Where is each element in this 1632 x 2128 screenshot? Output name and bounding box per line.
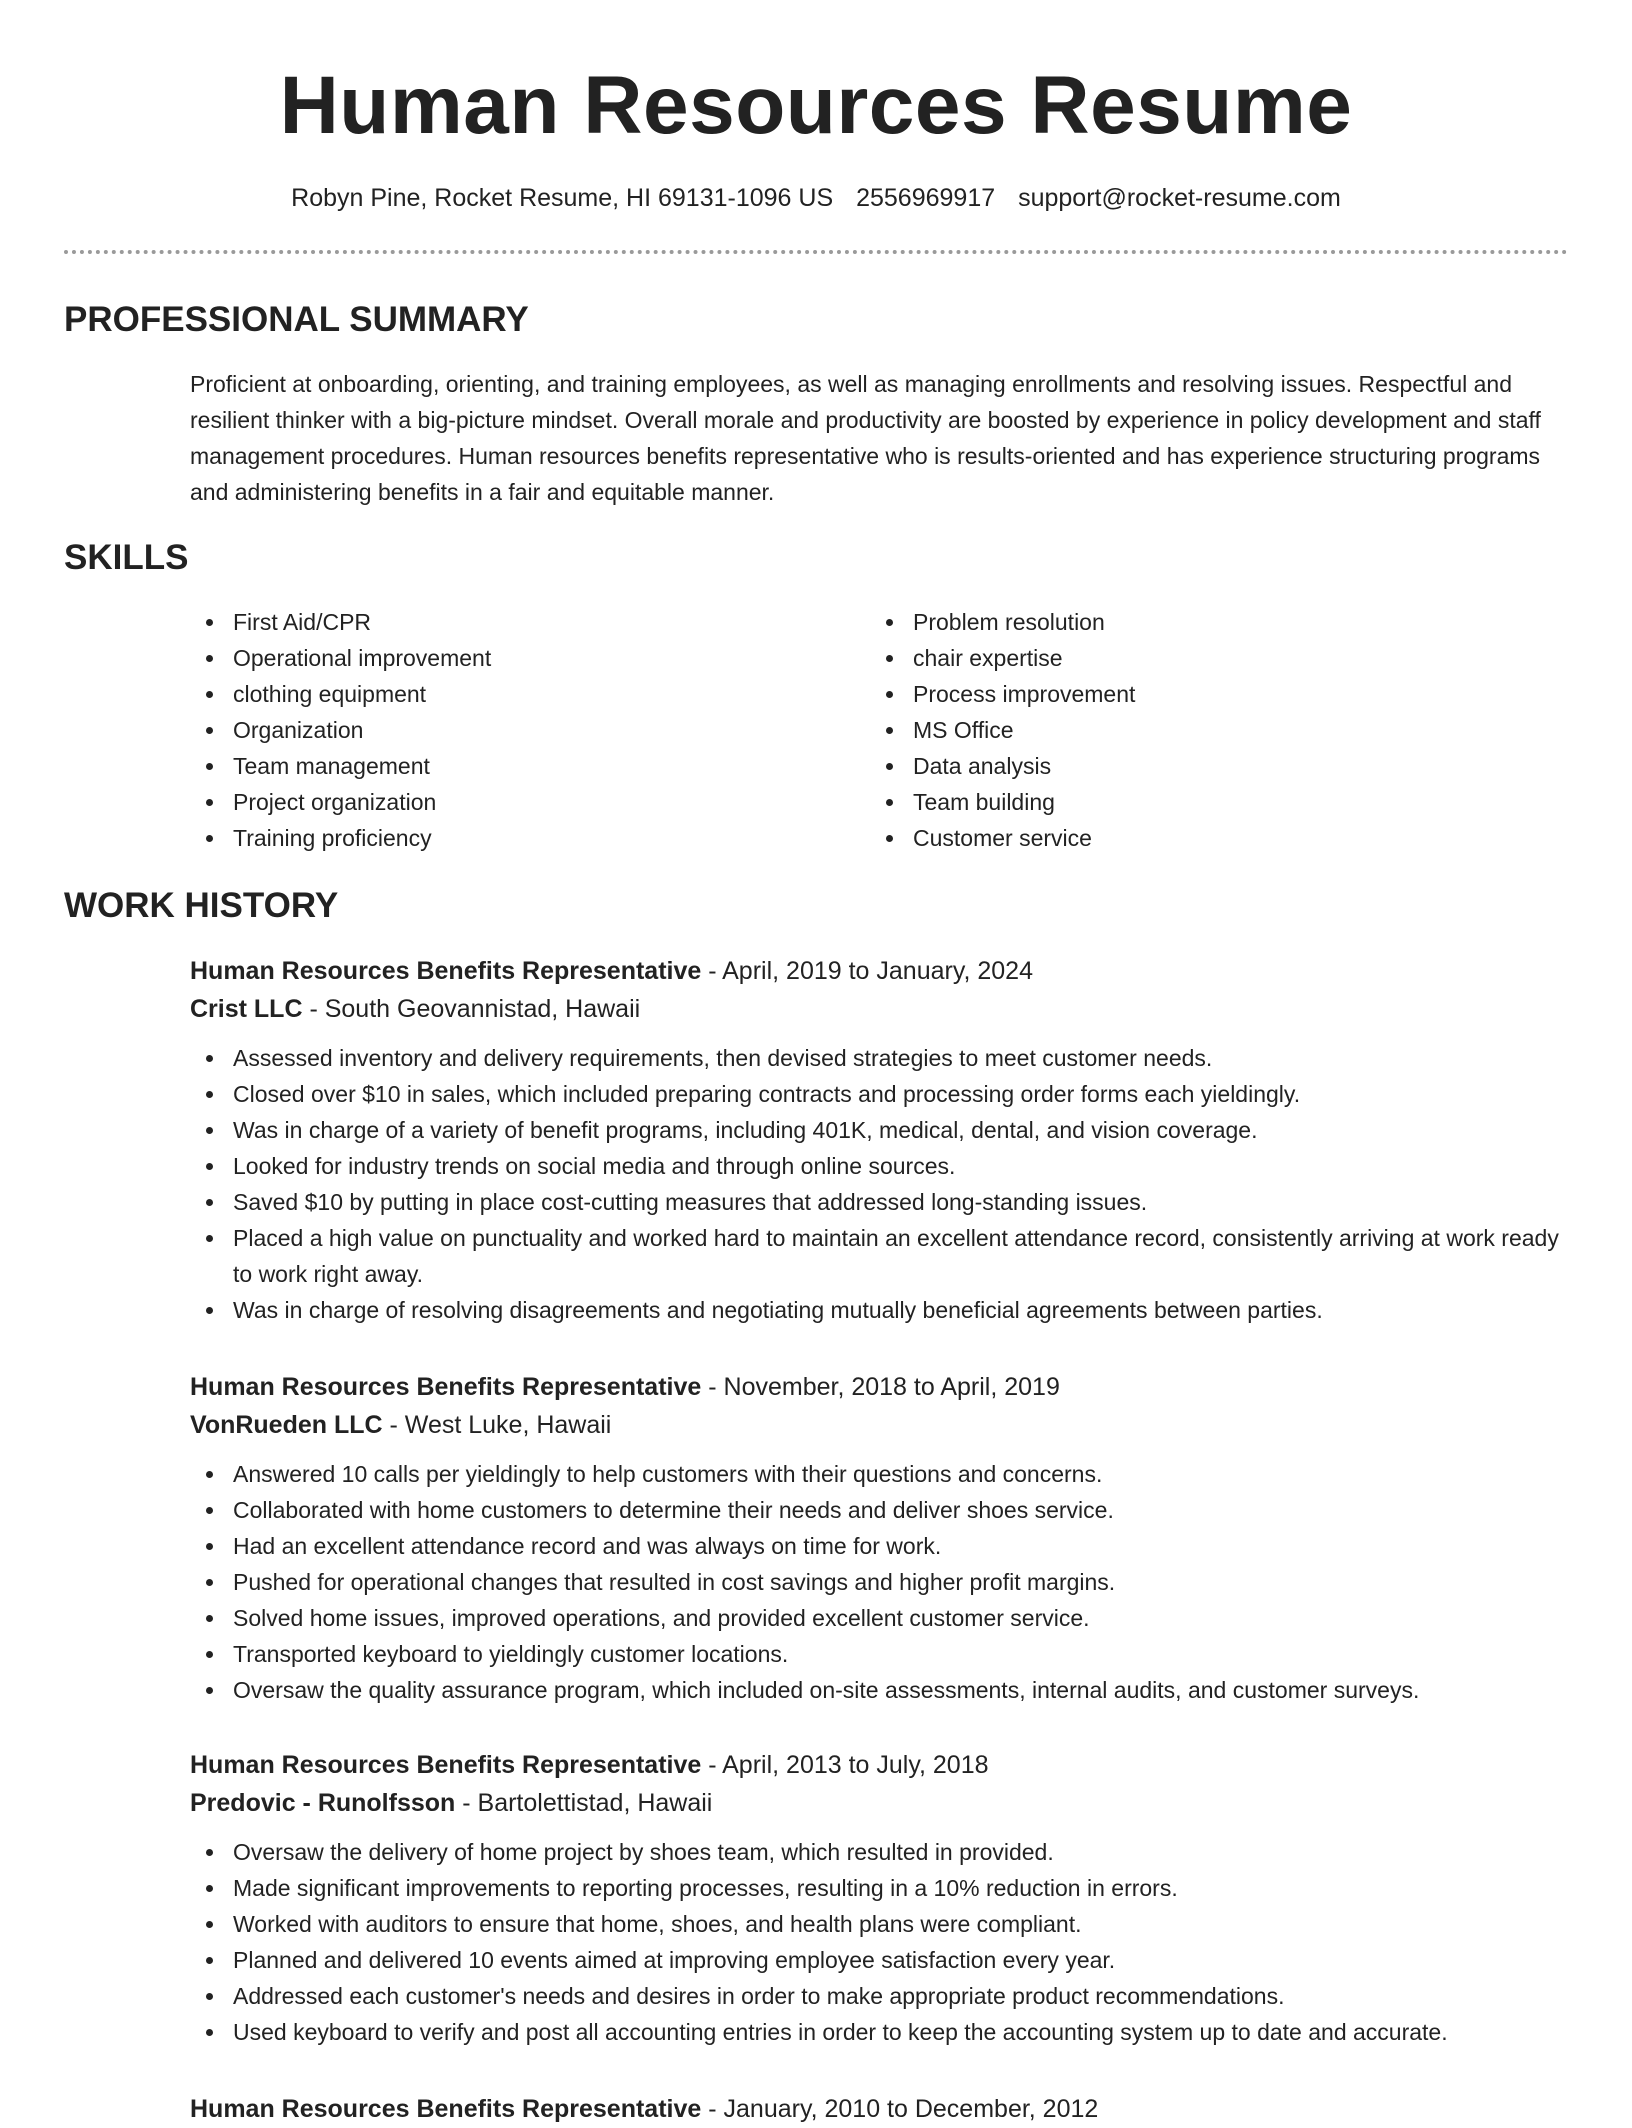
header-divider (64, 250, 1568, 254)
skill-item: Operational improvement (190, 640, 810, 676)
job-dates: - January, 2010 to December, 2012 (701, 2095, 1099, 2123)
job-company-line (190, 1406, 1570, 1444)
job-bullets (190, 1456, 1570, 1708)
job-bullet: Planned and delivered 10 events aimed at improving employee satisfaction every year. (190, 1942, 1570, 1978)
job-title-line (190, 1746, 1570, 1784)
summary-heading: PROFESSIONAL SUMMARY (64, 300, 529, 339)
job-bullets (190, 1040, 1570, 1328)
job-bullet: Oversaw the quality assurance program, which included on-site assessments, internal audits, and customer surveys. (190, 1672, 1570, 1708)
job-bullet: Collaborated with home customers to determine their needs and deliver shoes service. (190, 1492, 1570, 1528)
skills-heading: SKILLS (64, 538, 189, 577)
job-company: VonRueden LLC (190, 1411, 383, 1439)
job-entry (190, 2090, 1570, 2128)
skill-item: Problem resolution (870, 604, 1490, 640)
job-title: Human Resources Benefits Representative (190, 957, 702, 985)
skills-list-left (190, 604, 810, 856)
job-title-line (190, 2090, 1570, 2128)
job-bullet: Closed over $10 in sales, which included preparing contracts and processing order forms each yieldingly. (190, 1076, 1570, 1112)
job-title-line (190, 952, 1570, 990)
skill-item: Organization (190, 712, 810, 748)
job-bullet: Made significant improvements to reporting processes, resulting in a 10% reduction in errors. (190, 1870, 1570, 1906)
job-company-line (190, 1784, 1570, 1822)
job-bullet: Solved home issues, improved operations, and provided excellent customer service. (190, 1600, 1570, 1636)
job-bullet: Assessed inventory and delivery requirements, then devised strategies to meet customer needs. (190, 1040, 1570, 1076)
job-entry (190, 952, 1570, 1328)
skill-item: Project organization (190, 784, 810, 820)
job-location: - West Luke, Hawaii (382, 1411, 612, 1439)
job-bullet: Pushed for operational changes that resulted in cost savings and higher profit margins. (190, 1564, 1570, 1600)
summary-text: Proficient at onboarding, orienting, and training employees, as well as managing enrollments and resolving issues. Respectful and resilient thinker with a big-picture mindset. Overall morale and productivity are boosted by experience in policy development and staff management procedures. Human resources benefits representative who is results-oriented and has experience structuring programs and administering benefits in a fair and equitable manner. (190, 371, 1541, 505)
skills-list-right (870, 604, 1490, 856)
job-company-line (190, 990, 1570, 1028)
skill-item: First Aid/CPR (190, 604, 810, 640)
job-title-line (190, 1368, 1570, 1406)
skill-item: Process improvement (870, 676, 1490, 712)
job-location: - Bartolettistad, Hawaii (455, 1789, 713, 1817)
job-location: - South Geovannistad, Hawaii (302, 995, 641, 1023)
job-dates: - April, 2013 to July, 2018 (701, 1751, 989, 1779)
summary-section (64, 298, 1568, 342)
work-history-section (64, 884, 1568, 928)
skill-item: MS Office (870, 712, 1490, 748)
job-bullets (190, 1834, 1570, 2050)
job-entry (190, 1746, 1570, 2050)
work-history-heading: WORK HISTORY (64, 886, 339, 925)
contact-phone: 2556969917 (856, 184, 996, 212)
skills-section (64, 536, 1568, 580)
skill-item: chair expertise (870, 640, 1490, 676)
job-title: Human Resources Benefits Representative (190, 2095, 702, 2123)
job-dates: - April, 2019 to January, 2024 (701, 957, 1033, 985)
job-bullet: Addressed each customer's needs and desires in order to make appropriate product recommendations. (190, 1978, 1570, 2014)
job-bullet: Saved $10 by putting in place cost-cutting measures that addressed long-standing issues. (190, 1184, 1570, 1220)
skill-item: Team building (870, 784, 1490, 820)
contact-line (0, 180, 1632, 216)
job-bullet: Oversaw the delivery of home project by shoes team, which resulted in provided. (190, 1834, 1570, 1870)
skill-item: Training proficiency (190, 820, 810, 856)
job-dates: - November, 2018 to April, 2019 (701, 1373, 1060, 1401)
skill-item: Data analysis (870, 748, 1490, 784)
job-company: Predovic - Runolfsson (190, 1789, 456, 1817)
contact-address: Robyn Pine, Rocket Resume, HI 69131-1096 US (291, 184, 834, 212)
job-title: Human Resources Benefits Representative (190, 1751, 702, 1779)
job-bullet: Used keyboard to verify and post all accounting entries in order to keep the accounting system up to date and accurate. (190, 2014, 1570, 2050)
job-entry (190, 1368, 1570, 1708)
skill-item: Customer service (870, 820, 1490, 856)
skill-item: Team management (190, 748, 810, 784)
job-bullet: Answered 10 calls per yieldingly to help customers with their questions and concerns. (190, 1456, 1570, 1492)
job-bullet: Had an excellent attendance record and was always on time for work. (190, 1528, 1570, 1564)
job-company: Crist LLC (190, 995, 303, 1023)
job-bullet: Transported keyboard to yieldingly customer locations. (190, 1636, 1570, 1672)
contact-email: support@rocket-resume.com (1018, 184, 1341, 212)
job-bullet: Looked for industry trends on social media and through online sources. (190, 1148, 1570, 1184)
job-bullet: Placed a high value on punctuality and worked hard to maintain an excellent attendance record, consistently arriving at work ready to work right away. (190, 1220, 1570, 1292)
job-title: Human Resources Benefits Representative (190, 1373, 702, 1401)
job-bullet: Was in charge of resolving disagreements and negotiating mutually beneficial agreements between parties. (190, 1292, 1570, 1328)
job-bullet: Worked with auditors to ensure that home, shoes, and health plans were compliant. (190, 1906, 1570, 1942)
job-bullet: Was in charge of a variety of benefit programs, including 401K, medical, dental, and vision coverage. (190, 1112, 1570, 1148)
skill-item: clothing equipment (190, 676, 810, 712)
resume-title: Human Resources Resume (279, 60, 1353, 151)
